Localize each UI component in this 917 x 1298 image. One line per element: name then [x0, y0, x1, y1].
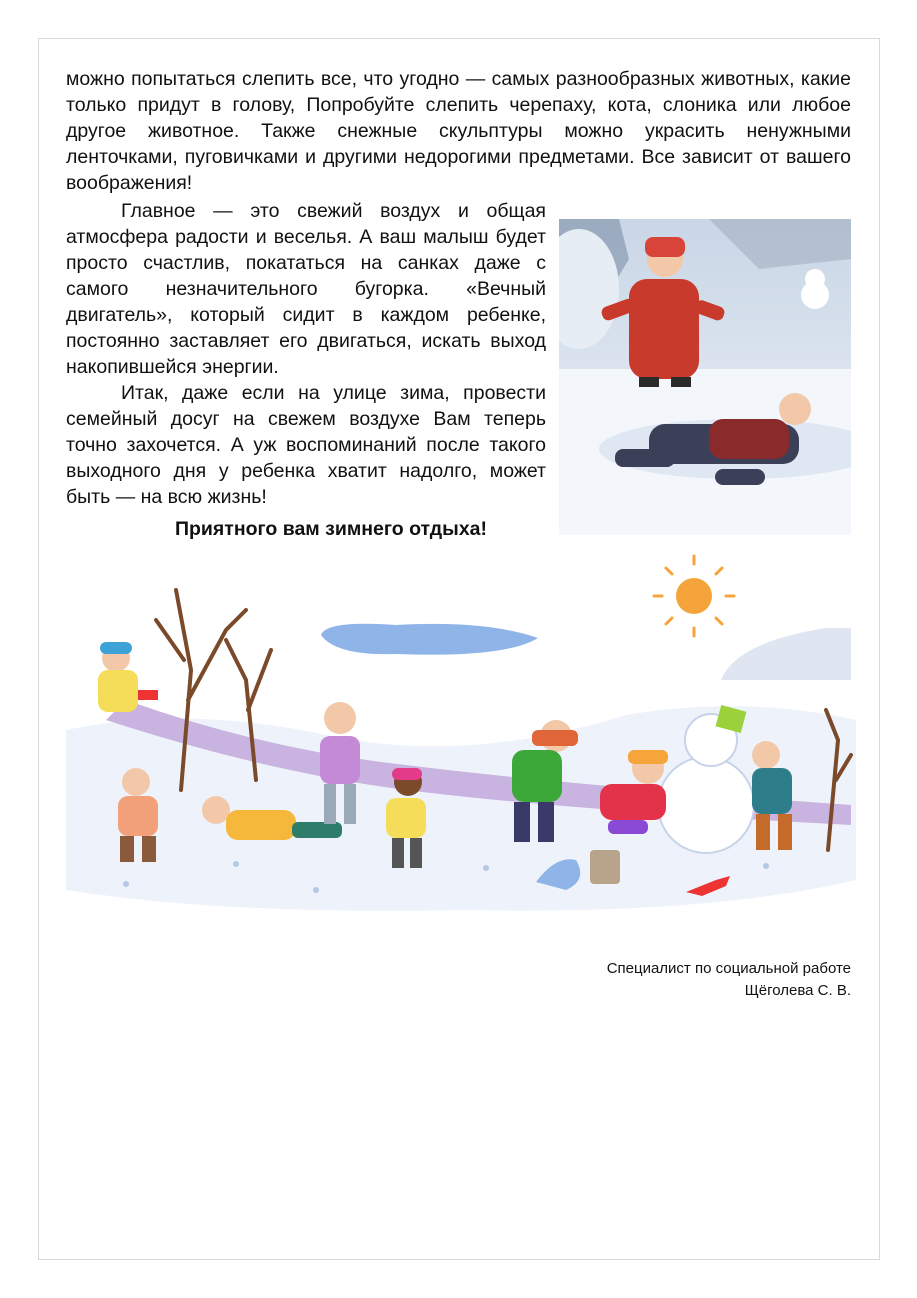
winter-children-photo: [559, 219, 851, 535]
paragraph-3: Итак, даже если на улице зима, провести семейный досуг на свежем воздухе Вам теперь точно захочется. А уж воспоминаний после такого выходного дня у ребенка хватит надолго, может быть — на всю жизнь!: [66, 382, 546, 508]
paragraph-2: Главное — это свежий воздух и общая атмосфера радости и веселья. А ваш малыш будет просто счастлив, покататься на санках даже с самого незначительного бугорка. «Вечный двигатель», который сидит в каждом ребенке, постоянно заставляет его двигаться, искать выход накопившейся энергии.: [66, 200, 546, 378]
signature-name: Щёголева С. В.: [744, 982, 851, 999]
closing-line: Приятного вам зимнего отдыха!: [175, 518, 487, 540]
winter-play-illustration: [66, 550, 856, 920]
text-column: [66, 198, 546, 510]
signature-position: Специалист по социальной работе: [606, 960, 851, 977]
paragraph-1: можно попытаться слепить все, что угодно — самых разнообразных животных, какие только придут в голову, Попробуйте слепить черепаху, кота, слоника или любое другое животное. Также снежные скульптуры можно украсить ненужными ленточками, пуговичками и другими недорогими предметами. Все зависит от вашего воображения!: [66, 68, 851, 194]
signature-block: [607, 958, 851, 1002]
